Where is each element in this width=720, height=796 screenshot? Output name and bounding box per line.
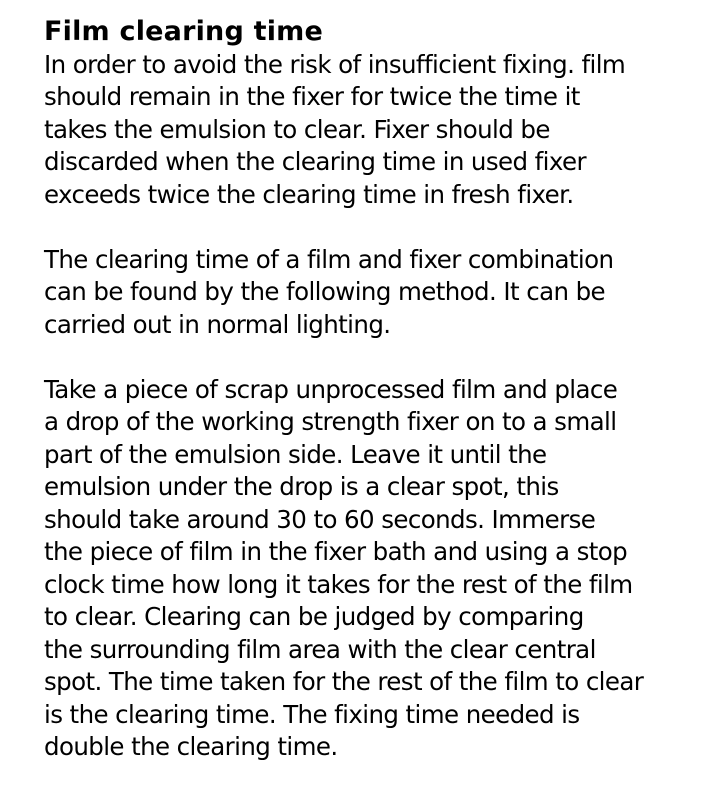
text-line: to clear. Clearing can be judged by comparing — [44, 602, 584, 631]
text-line: can be found by the following method. It can be — [44, 277, 606, 306]
text-line: should remain in the fixer for twice the time it — [44, 82, 580, 111]
text-line: Take a piece of scrap unprocessed film and place — [44, 374, 618, 404]
section-title: Film clearing time — [44, 16, 324, 47]
text-line: the surrounding film area with the clear central — [44, 634, 596, 664]
text-line: takes the emulsion to clear. Fixer should be — [44, 114, 550, 144]
text-line: emulsion under the drop is a clear spot, this — [44, 472, 559, 501]
paragraph-method-steps — [44, 374, 704, 764]
text-line: carried out in normal lighting. — [44, 309, 391, 339]
text-line: discarded when the clearing time in used fixer — [44, 147, 586, 176]
text-line: The clearing time of a film and fixer combination — [44, 244, 614, 274]
paragraph-spacer — [44, 341, 704, 374]
text-line: is the clearing time. The fixing time needed is — [44, 699, 580, 729]
paragraph-method-intro — [44, 244, 704, 342]
text-line: a drop of the working strength fixer on to a small — [44, 407, 617, 436]
text-line: clock time how long it takes for the rest of the film — [44, 569, 633, 599]
text-line: part of the emulsion side. Leave it until the — [44, 439, 547, 469]
text-line: exceeds twice the clearing time in fresh fixer. — [44, 179, 574, 209]
text-line: spot. The time taken for the rest of the film to clear — [44, 667, 644, 696]
document-page — [44, 16, 704, 764]
paragraph-spacer — [44, 211, 704, 244]
text-line: In order to avoid the risk of insufficient fixing. film — [44, 49, 626, 79]
paragraph-fixing-rule — [44, 49, 704, 212]
text-line: the piece of film in the fixer bath and using a stop — [44, 537, 628, 566]
text-line: double the clearing time. — [44, 732, 338, 761]
text-line: should take around 30 to 60 seconds. Immerse — [44, 504, 596, 534]
